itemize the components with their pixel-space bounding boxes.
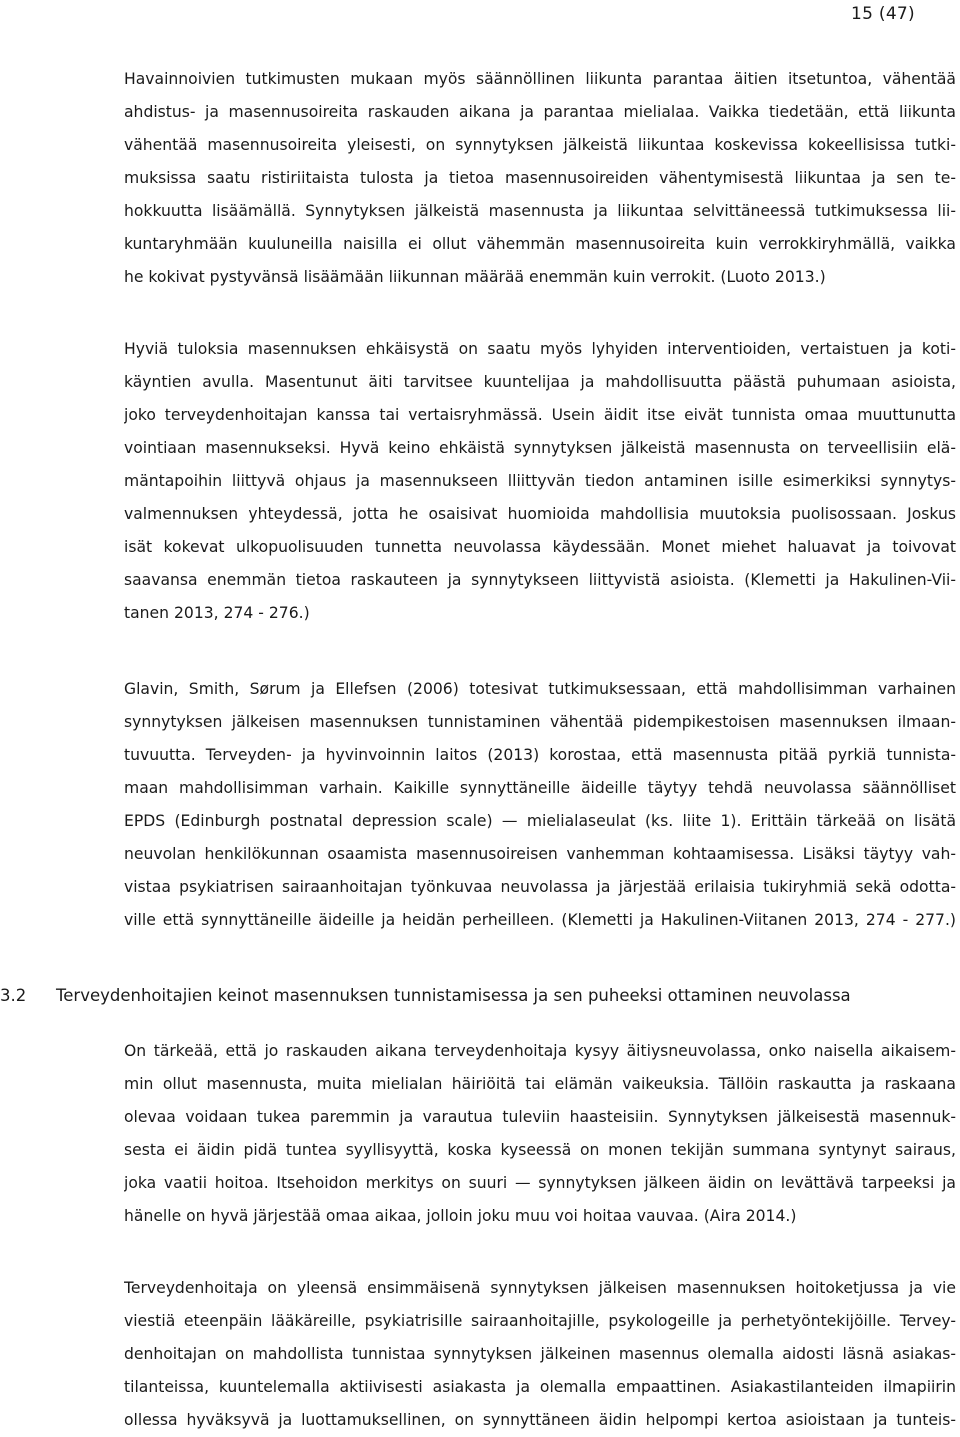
text-line: denhoitajan on mahdollista tunnistaa synnytyksen jälkeinen masennus olemalla aidosti läsnä asiakas- [124, 1345, 956, 1363]
text-line: neuvolan henkilökunnan osaamista masennusoireisen vanhemman kohtaamisessa. Lisäksi täytyy vah- [124, 845, 956, 863]
text-line: olevaa voidaan tukea paremmin ja varautua tuleviin haasteisiin. Synnytyksen jälkeisestä masennuk- [124, 1108, 956, 1126]
text-line: saavansa enemmän tietoa raskauteen ja synnytykseen liittyvistä asioista. (Klemetti ja Hakulinen-Vii- [124, 571, 956, 589]
text-line: min ollut masennusta, muita mielialan häiriöitä tai elämän vaikeuksia. Tällöin raskautta ja raskaana [124, 1075, 956, 1093]
text-line: muksissa saatu ristiriitaista tulosta ja tietoa masennusoireiden vähentymisestä liikuntaa ja sen te- [124, 169, 956, 187]
text-line: tuvuutta. Terveyden- ja hyvinvoinnin laitos (2013) korostaa, että masennusta pitää pyrkiä tunnista- [124, 746, 956, 764]
text-line: ville että synnyttäneille äideille ja heidän perheilleen. (Klemetti ja Hakulinen-Viitanen 2013, 274 - 277.) [124, 911, 956, 929]
text-line: EPDS (Edinburgh postnatal depression scale) — mielialaseulat (ks. liite 1). Erittäin tärkeää on lisätä [124, 812, 956, 830]
text-line: Hyviä tuloksia masennuksen ehkäisystä on saatu myös lyhyiden interventioiden, vertaistuen ja koti- [124, 340, 956, 358]
text-line: joka vaatii hoitoa. Itsehoidon merkitys on suuri — synnytyksen jälkeen äidin on levättävä tarpeeksi ja [124, 1174, 956, 1192]
text-line: vointiaan masennukseksi. Hyvä keino ehkäistä synnytyksen jälkeistä masennusta on terveellisiin elä- [124, 439, 956, 457]
section-number: 3.2 [0, 986, 27, 1005]
text-line: mäntapoihin liittyvä ohjaus ja masennukseen lliittyvän tiedon antaminen isille esimerkiksi synnytys- [124, 472, 956, 490]
text-line: tilanteissa, kuuntelemalla aktiivisesti asiakasta ja olemalla empaattinen. Asiakastilanteiden ilmapiirin [124, 1378, 956, 1396]
text-line: synnytyksen jälkeisen masennuksen tunnistaminen vähentää pidempikestoisen masennuksen ilmaan- [124, 713, 956, 731]
text-line: he kokivat pystyvänsä lisäämään liikunnan määrää enemmän kuin verrokit. (Luoto 2013.) [124, 268, 826, 286]
text-line: Terveydenhoitaja on yleensä ensimmäisenä synnytyksen jälkeisen masennuksen hoitoketjussa ja vie [124, 1279, 956, 1297]
text-line: vähentää masennusoireita yleisesti, on synnytyksen jälkeistä liikuntaa koskevissa kokeellisissa tutki- [124, 136, 956, 154]
text-line: viestiä eteenpäin lääkäreille, psykiatrisille sairaanhoitajille, psykologeille ja perhetyöntekijöille. Tervey- [124, 1312, 956, 1330]
text-line: hokkuutta lisäämällä. Synnytyksen jälkeistä masennusta ja liikuntaa selvittäneessä tutkimuksessa lii- [124, 202, 956, 220]
text-line: ollessa hyväksyvä ja luottamuksellinen, on synnyttäneen äidin helpompi kertoa asioistaan ja tunteis- [124, 1411, 956, 1429]
paragraph-2 [124, 333, 956, 630]
paragraph-4 [124, 1035, 956, 1233]
text-line: hänelle on hyvä järjestää omaa aikaa, jolloin joku muu voi hoitaa vauvaa. (Aira 2014.) [124, 1207, 797, 1225]
paragraph-3 [124, 673, 956, 937]
text-line: maan mahdollisimman varhain. Kaikille synnyttäneille äideille täytyy tehdä neuvolassa säännölliset [124, 779, 956, 797]
text-line: vistaa psykiatrisen sairaanhoitajan työnkuvaa neuvolassa ja järjestää erilaisia tukiryhmiä sekä odotta- [124, 878, 956, 896]
text-line: Glavin, Smith, Sørum ja Ellefsen (2006) totesivat tutkimuksessaan, että mahdollisimman varhainen [124, 680, 956, 698]
text-line: Havainnoivien tutkimusten mukaan myös säännöllinen liikunta parantaa äitien itsetuntoa, vähentää [124, 70, 956, 88]
text-line: tanen 2013, 274 - 276.) [124, 604, 310, 622]
text-line: joko terveydenhoitajan kanssa tai vertaisryhmässä. Usein äidit itse eivät tunnista omaa muuttunutta [124, 406, 956, 424]
section-title: Terveydenhoitajien keinot masennuksen tunnistamisessa ja sen puheeksi ottaminen neuvolassa [56, 986, 851, 1005]
text-line: käyntien avulla. Masentunut äiti tarvitsee kuuntelijaa ja mahdollisuutta päästä puhumaan asioista, [124, 373, 956, 391]
text-line: isät kokevat ulkopuolisuuden tunnetta neuvolassa käydessään. Monet miehet haluavat ja toivovat [124, 538, 956, 556]
text-line: kuntaryhmään kuuluneilla naisilla ei ollut vähemmän masennusoireita kuin verrokkiryhmällä, vaikka [124, 235, 956, 253]
text-line: sesta ei äidin pidä tuntea syyllisyyttä, koska kyseessä on monen tekijän summana syntynyt sairaus, [124, 1141, 956, 1159]
page-number: 15 (47) [850, 4, 915, 24]
text-line: ahdistus- ja masennusoireita raskauden aikana ja parantaa mielialaa. Vaikka tiedetään, että liikunta [124, 103, 956, 121]
text-line: On tärkeää, että jo raskauden aikana terveydenhoitaja kysyy äitiysneuvolassa, onko naisella aikaisem- [124, 1042, 956, 1060]
paragraph-5 [124, 1272, 956, 1437]
text-line: valmennuksen yhteydessä, jotta he osaisivat huomioida mahdollisia muutoksia puolisossaan. Joskus [124, 505, 956, 523]
paragraph-1 [124, 63, 956, 294]
